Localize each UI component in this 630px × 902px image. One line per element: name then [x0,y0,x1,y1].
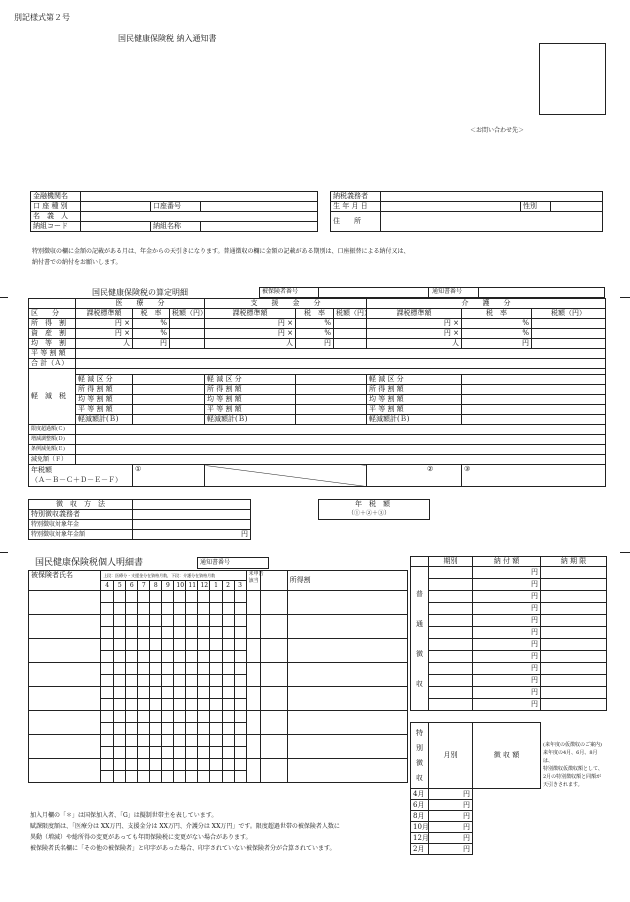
notice-line: 納付書での納付をお願いします。 [32,259,122,266]
insured-number-label: 被保険者番号 [262,288,299,295]
schedule-table: 期別 納 付 額 納 期 限 普 通 徴 収 円 円 円 円 円 円 円 円 円 円 円 円 [410,556,607,711]
sex-label: 性別 [521,202,551,212]
section-support: 支 援 金 分 [205,299,367,309]
special-row: 4月 円 [411,789,607,800]
taxpayer-table [330,191,603,232]
special-row: 12月 円 [411,833,607,844]
schedule-row: 円 [411,627,607,639]
detail-title: 国民健康保険税個人明細書 [35,558,144,568]
footer-line: 賦課限度額は、「医療分は XX万円、支援金分は XX万円、介護分は XX万円」です。限度超過世帯の被保険者人数に [30,823,340,830]
footer-line: 加入月欄の「＊」は国保加入者、「G」は擬制世帯主を表しています。 [30,812,218,819]
birth-label: 生 年 月 日 [331,202,381,212]
section-medical: 医 療 分 [76,299,205,309]
keigen-label: 軽 減 税 [29,369,76,425]
detail-row [29,591,408,603]
schedule-row: 円 [411,579,607,591]
detail-table: 被保険者氏名 上段：医療分・支援金分在資格月数，下段：介護分在資格月数 未申告 該当 所得割 4 5 6 7 8 9 10 11 12 1 2 3 [28,570,408,783]
calc-title: 国民健康保険税の算定明細 [92,288,188,297]
schedule-row: 円 [411,591,607,603]
method-table: 徴 収 方 法 特別徴収義務者 特別徴収対象年金 特別徴収対象年金額 円 [28,499,251,540]
fold-mark [0,297,8,298]
schedule-row: 円 [411,663,607,675]
schedule-row: 円 [411,675,607,687]
notice-line: 特別徴収の欄に金額の記載がある月は、年金からの天引きになります。普通徴収の欄に金額の記載がある期別は、口座振替による納付又は、 [32,248,410,255]
detail-row [29,759,408,771]
stamp-box [539,43,606,115]
section-care: 介 護 分 [367,299,606,309]
schedule-row: 円 [411,639,607,651]
detail-row [29,711,408,723]
special-row: 8月 円 [411,811,607,822]
footer-line: 異動（増減）や総所得の変更があっても年間保険税に変更がない場合があります。 [30,834,252,841]
account-number-label: 口座番号 [151,202,201,212]
special-row: 6月 円 [411,800,607,811]
detail-row [29,735,408,747]
document-title: 国民健康保険税 納入通知書 [118,34,217,43]
schedule-row: 円 [411,699,607,711]
footer-line: 被保険者氏名欄に「その他の被保険者」と印字があった場合、印字されていない被保険者分が合算されています。 [30,845,336,852]
inquiry-label: ＜お問い合わせ先＞ [470,127,525,134]
schedule-row: 円 [411,687,607,699]
bank-label: 金融機関名 [31,192,81,202]
detail-row [29,615,408,627]
schedule-row: 円 [411,651,607,663]
form-number: 別記様式第２号 [14,13,70,22]
fold-mark [620,552,630,553]
notice-number-label: 通知書番号 [432,288,463,295]
fold-mark [620,297,630,298]
special-table: 特 別 徴 収 月別 徴 収 額 (来年度の仮徴収のご案内) 来年度の4月、6月、8月は、 特別徴収仮徴収額として、 2月の特別徴収額と同額が 天引きされます。 4月 円 6月 円 8月 円 10月 円 12月 円 2月 円 [410,722,607,855]
name-label: 納組名称 [151,222,201,232]
code-label: 納組コード [31,222,81,232]
special-row: 2月 円 [411,844,607,855]
account-holder-label: 名 義 人 [31,212,81,222]
account-type-label: 口 座 種 別 [31,202,81,212]
detail-row [29,663,408,675]
detail-row [29,639,408,651]
schedule-row: 円 [411,603,607,615]
special-row: 10月 円 [411,822,607,833]
taxpayer-label: 納税義務者 [331,192,381,202]
account-table [30,191,318,232]
address-label: 住 所 [331,212,381,232]
fold-mark [0,552,8,553]
calc-table: 医 療 分 支 援 金 分 介 護 分 区 分 課税標準額 税 率 税額（円） 課税標準額 税 率 税額（円） 課税標準額 税 率 税額（円） 所 得 割 円 × % 円 × % 円 × % 資 産 割 円 × % 円 × % 円 × % 均 等 割 人 円 人 円 人 円 平 等 割 額 合 計（Ａ） 軽 減 税 軽 減 区 分 軽 減 区 分 軽 減 区 分 所 得 割 額 所 得 割 額 所 得 割 額 均 等 割 額 均 等 割 額 均 等 割 額 平 等 割 額 平 等 割 額 平 等 割 額 軽減額計(Ｂ) 軽減額計(Ｂ) 軽減額計(Ｂ) 限度超過額(Ｃ) 増減調整額(Ｄ) 条例減免額(Ｅ) 減免額（Ｆ） 年税額 （Ａ－Ｂ－Ｃ＋Ｄ－Ｅ－Ｆ） ① ② ③ [28,298,606,487]
schedule-row: 普 通 徴 収 円 [411,567,607,579]
kubun-label: 区 分 [29,309,76,319]
detail-row [29,687,408,699]
schedule-row: 円 [411,615,607,627]
